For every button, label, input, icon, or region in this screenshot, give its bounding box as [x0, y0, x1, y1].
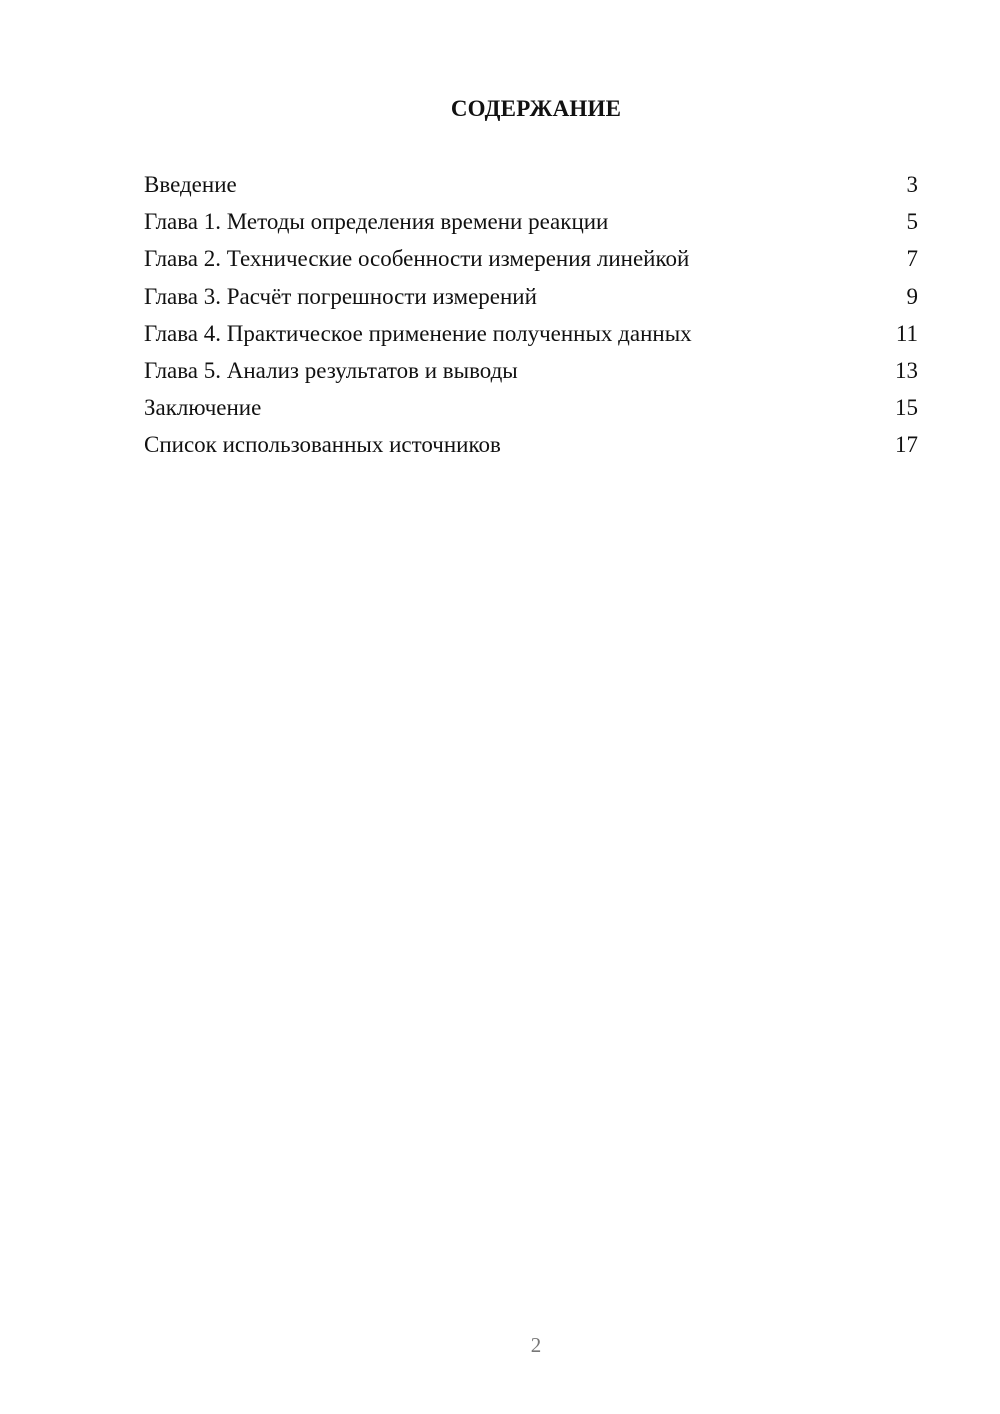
toc-entry-page: 7 — [906, 246, 918, 272]
toc-entry-page: 13 — [895, 357, 918, 383]
page-number: 2 — [530, 1333, 542, 1357]
toc-entry-page: 17 — [895, 432, 918, 458]
toc-entry-page: 11 — [895, 320, 918, 346]
toc-entry-chapter-4[interactable] — [144, 319, 918, 356]
toc-heading: СОДЕРЖАНИЕ — [450, 96, 622, 121]
toc-entry-chapter-1[interactable] — [144, 207, 918, 244]
table-of-contents — [144, 170, 918, 468]
toc-entry-label: Глава 3. Расчёт погрешности измерений — [144, 283, 537, 309]
toc-entry-label: Глава 5. Анализ результатов и выводы — [144, 357, 518, 383]
toc-entry-chapter-2[interactable] — [144, 244, 918, 281]
toc-entry-label: Список использованных источников — [144, 432, 501, 458]
toc-entry-label: Глава 2. Технические особенности измерения линейкой — [144, 246, 690, 272]
toc-entry-conclusion[interactable] — [144, 393, 918, 430]
toc-entry-page: 5 — [906, 209, 918, 235]
toc-entry-page: 9 — [906, 283, 918, 309]
toc-entry-introduction[interactable] — [144, 170, 918, 207]
toc-entry-page: 3 — [906, 172, 918, 197]
toc-entry-chapter-5[interactable] — [144, 356, 918, 393]
toc-entry-label: Заключение — [144, 395, 262, 421]
toc-entry-chapter-3[interactable] — [144, 282, 918, 319]
toc-entry-label: Глава 1. Методы определения времени реакции — [144, 209, 609, 235]
toc-entry-label: Глава 4. Практическое применение полученных данных — [144, 320, 692, 346]
toc-entry-page: 15 — [895, 395, 918, 421]
toc-entry-references[interactable] — [144, 430, 918, 467]
toc-entry-label: Введение — [144, 172, 237, 197]
